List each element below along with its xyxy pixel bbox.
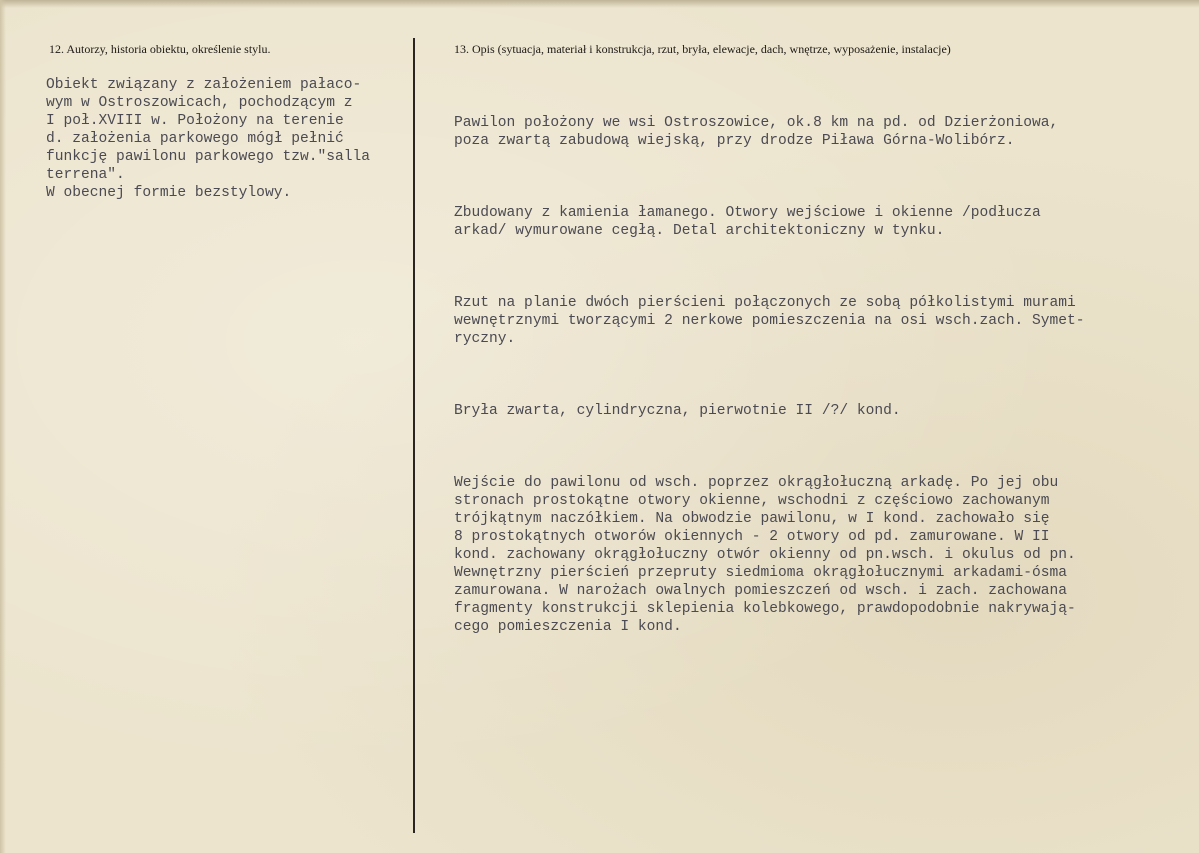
- description-paragraph-elevations: Wejście do pawilonu od wsch. poprzez okrągłołuczną arkadę. Po jej obu stronach prostokątne otwory okienne, wschodni z częściowo zachowanym trójkątnym naczółkiem. Na obwodzie pawilonu, w I kond. zachowało się 8 prostokątnych otworów okiennych - 2 otwory od pd. zamurowane. W II kond. zachowany okrągłołuczny otwór okienny od pn.wsch. i okulus od pn. Wewnętrzny pierścień przepruty siedmioma okrągłołucznymi arkadami-ósma zamurowana. W narożach owalnych pomieszczeń od wsch. i zach. zachowana fragmenty konstrukcji sklepienia kolebkowego, prawdopodobnie nakrywają- cego pomieszczenia I kond.: [454, 475, 1076, 635]
- description-paragraph-material: Zbudowany z kamienia łamanego. Otwory wejściowe i okienne /podłucza arkad/ wymurowane cegłą. Detal architektoniczny w tynku.: [454, 205, 1041, 239]
- section-13-text: [454, 78, 1085, 672]
- section-12-text: Obiekt związany z założeniem pałaco- wym w Ostroszowicach, pochodzącym z I poł.XVIII w. Położony na terenie d. założenia parkowego mógł pełnić funkcję pawilonu parkowego tzw."salla terrena". W obecnej formie bezstylowy.: [46, 77, 371, 201]
- page-left-edge: [0, 0, 6, 853]
- description-paragraph-plan: Rzut na planie dwóch pierścieni połączonych ze sobą półkolistymi murami wewnętrznymi tworzącymi 2 nerkowe pomieszczenia na osi wsch.zach. Symet- ryczny.: [454, 295, 1085, 347]
- section-12-heading: 12. Autorzy, historia obiektu, określenie stylu.: [49, 42, 271, 56]
- column-divider: [413, 38, 415, 833]
- description-paragraph-massing: Bryła zwarta, cylindryczna, pierwotnie II /?/ kond.: [454, 403, 901, 419]
- page-top-edge: [0, 0, 1199, 8]
- description-paragraph-location: Pawilon położony we wsi Ostroszowice, ok.8 km na pd. od Dzierżoniowa, poza zwartą zabudową wiejską, przy drodze Piława Górna-Wolibórz.: [454, 115, 1059, 149]
- section-13-heading: 13. Opis (sytuacja, materiał i konstrukcja, rzut, bryła, elewacje, dach, wnętrze, wyposażenie, instalacje): [454, 42, 951, 56]
